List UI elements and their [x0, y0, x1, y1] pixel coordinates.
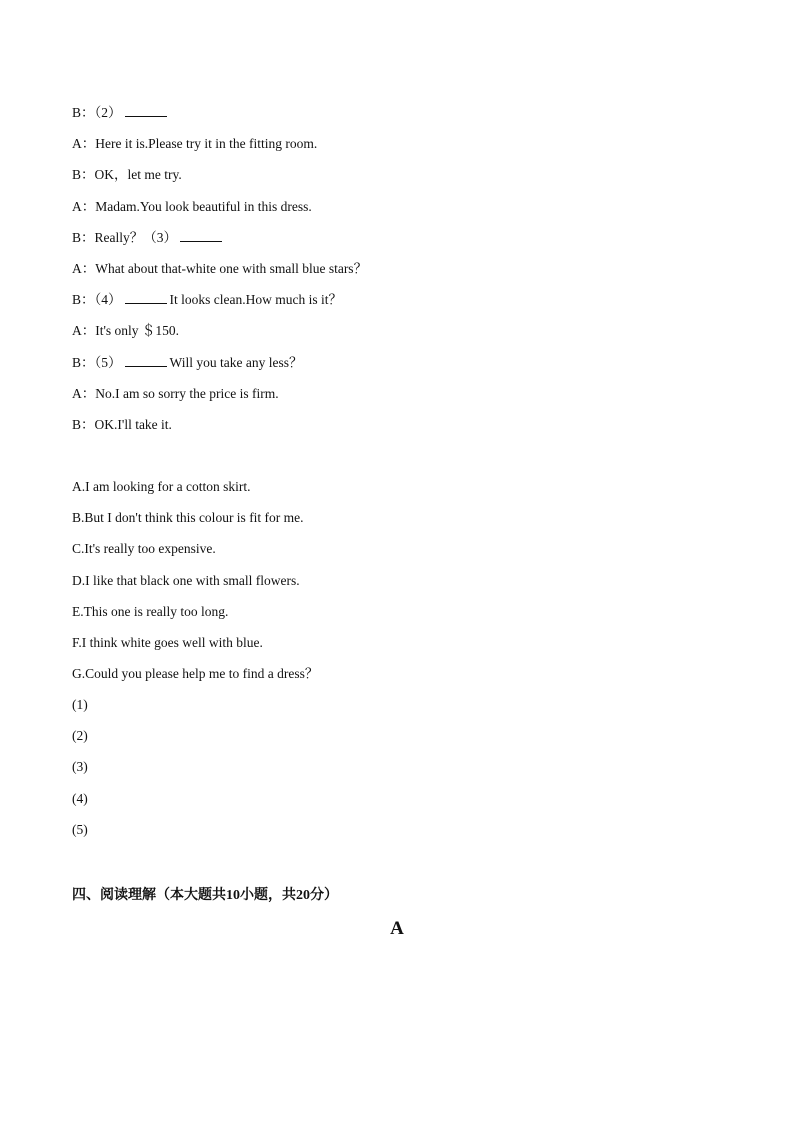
answer-number: (4) [72, 790, 88, 806]
dialogue-line [72, 104, 170, 122]
speaker-label: A： [72, 323, 96, 339]
dialogue-text: OK，let me try. [94, 167, 182, 183]
section-question-count: 10 [226, 888, 240, 903]
answer-number: (3) [72, 759, 88, 775]
section-heading [72, 884, 338, 904]
section-heading-prefix: 四、阅读理解（本大题共 [72, 887, 226, 903]
dialogue-text-after: It looks clean.How much is it？ [169, 292, 342, 308]
speaker-label: B： [72, 417, 95, 432]
answer-blank [125, 354, 167, 367]
answer-number: (1) [72, 697, 88, 712]
option-item: G.Could you please help me to find a dress？ [72, 666, 319, 682]
dialogue-line [72, 135, 317, 153]
answer-number: (2) [72, 728, 88, 744]
answer-number: (5) [72, 821, 88, 837]
option-item: D.I like that black one with small flowers. [72, 572, 300, 588]
option-item: A.I am looking for a cotton skirt. [72, 479, 251, 494]
dialogue-text: No.I am so sorry the price is firm. [95, 385, 279, 401]
dialogue-text: （2） [94, 105, 122, 120]
dialogue-text: Madam.You look beautiful in this dress. [95, 198, 312, 214]
speaker-label: B： [72, 105, 95, 120]
option-item: C.It's really too expensive. [72, 541, 216, 557]
option-item: E.This one is really too long. [72, 603, 229, 619]
speaker-label: B： [72, 292, 95, 308]
dialogue-text: Here it is.Please try it in the fitting room. [95, 136, 318, 152]
passage-letter: A [390, 918, 404, 939]
dialogue-line [72, 385, 279, 403]
speaker-label: B： [72, 229, 95, 245]
speaker-label: A： [72, 136, 96, 152]
dialogue-line [72, 354, 302, 372]
dialogue-text: （4） [94, 292, 122, 308]
dialogue-line [72, 416, 172, 434]
speaker-label: A： [72, 198, 96, 214]
speaker-label: B： [72, 354, 95, 370]
speaker-label: B： [72, 167, 95, 183]
dialogue-text: OK.I'll take it. [94, 417, 172, 432]
dialogue-text: Really？（3） [94, 229, 178, 245]
speaker-label: A： [72, 385, 96, 401]
dialogue-line [72, 166, 182, 184]
answer-blank [180, 229, 222, 242]
section-total-score: 20 [296, 888, 310, 903]
dialogue-text-after: Will you take any less？ [169, 354, 303, 370]
option-item: B.But I don't think this colour is fit for me. [72, 510, 304, 526]
dialogue-line [72, 198, 312, 216]
answer-blank [125, 104, 167, 117]
dialogue-text: What about that-white one with small blue stars？ [95, 261, 368, 276]
section-heading-suffix: 分） [310, 887, 338, 903]
dialogue-line [72, 291, 342, 309]
option-item: F.I think white goes well with blue. [72, 635, 263, 650]
section-heading-middle: 小题，共 [240, 887, 296, 903]
dialogue-line [72, 229, 225, 247]
answer-blank [125, 291, 167, 304]
dialogue-line [72, 322, 179, 340]
dialogue-line [72, 260, 367, 278]
dialogue-text: （5） [94, 354, 122, 370]
dialogue-text: It's only ＄150. [95, 323, 180, 339]
speaker-label: A： [72, 261, 96, 276]
